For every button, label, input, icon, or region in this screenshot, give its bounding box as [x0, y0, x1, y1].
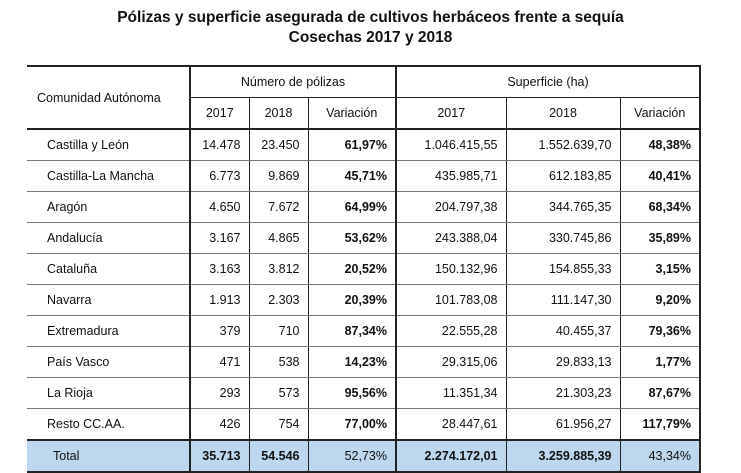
- surface-2017: 1.046.415,55: [396, 129, 506, 161]
- policies-2018: 7.672: [249, 192, 308, 223]
- table-row: [27, 129, 700, 161]
- policies-variation: 77,00%: [308, 409, 396, 441]
- surface-2017: 29.315,06: [396, 347, 506, 378]
- policies-2017: 6.773: [190, 161, 249, 192]
- policies-2017: 426: [190, 409, 249, 441]
- region-name: Cataluña: [27, 254, 190, 285]
- surface-variation: 48,38%: [620, 129, 700, 161]
- table-row: [27, 347, 700, 378]
- policies-2017: 471: [190, 347, 249, 378]
- surface-variation: 1,77%: [620, 347, 700, 378]
- surface-2017: 150.132,96: [396, 254, 506, 285]
- total-row: [27, 440, 700, 472]
- surface-variation: 68,34%: [620, 192, 700, 223]
- surface-variation: 40,41%: [620, 161, 700, 192]
- policies-2018: 710: [249, 316, 308, 347]
- table-row: [27, 285, 700, 316]
- surface-2017: 11.351,34: [396, 378, 506, 409]
- surface-2018: 612.183,85: [506, 161, 620, 192]
- region-name: País Vasco: [27, 347, 190, 378]
- header-policies-2018: 2018: [249, 98, 308, 130]
- surface-variation: 3,15%: [620, 254, 700, 285]
- surface-variation: 35,89%: [620, 223, 700, 254]
- table-row: [27, 254, 700, 285]
- policies-variation: 87,34%: [308, 316, 396, 347]
- policies-2017: 14.478: [190, 129, 249, 161]
- total-surface-2017: 2.274.172,01: [396, 440, 506, 472]
- surface-2018: 154.855,33: [506, 254, 620, 285]
- policies-variation: 53,62%: [308, 223, 396, 254]
- surface-variation: 9,20%: [620, 285, 700, 316]
- surface-2017: 101.783,08: [396, 285, 506, 316]
- region-name: Extremadura: [27, 316, 190, 347]
- policies-2017: 3.163: [190, 254, 249, 285]
- header-row-groups: [27, 66, 700, 98]
- total-policies-2018: 54.546: [249, 440, 308, 472]
- region-name: Andalucía: [27, 223, 190, 254]
- policies-2017: 3.167: [190, 223, 249, 254]
- header-surface-variation: Variación: [620, 98, 700, 130]
- region-name: Castilla-La Mancha: [27, 161, 190, 192]
- policies-variation: 64,99%: [308, 192, 396, 223]
- policies-2017: 293: [190, 378, 249, 409]
- surface-2017: 204.797,38: [396, 192, 506, 223]
- policies-2018: 754: [249, 409, 308, 441]
- table-row: [27, 223, 700, 254]
- table-title: Pólizas y superficie asegurada de cultivos herbáceos frente a sequía: [117, 9, 624, 26]
- surface-2018: 344.765,35: [506, 192, 620, 223]
- table-subtitle: Cosechas 2017 y 2018: [288, 29, 453, 46]
- header-group-surface: Superficie (ha): [396, 66, 700, 98]
- total-surface-2018: 3.259.885,39: [506, 440, 620, 472]
- total-label: Total: [27, 440, 190, 472]
- surface-2018: 40.455,37: [506, 316, 620, 347]
- surface-2018: 111.147,30: [506, 285, 620, 316]
- policies-2018: 2.303: [249, 285, 308, 316]
- table-row: [27, 316, 700, 347]
- header-surface-2018: 2018: [506, 98, 620, 130]
- surface-2018: 330.745,86: [506, 223, 620, 254]
- policies-2018: 23.450: [249, 129, 308, 161]
- policies-2017: 1.913: [190, 285, 249, 316]
- surface-variation: 79,36%: [620, 316, 700, 347]
- policies-variation: 45,71%: [308, 161, 396, 192]
- policies-variation: 95,56%: [308, 378, 396, 409]
- surface-2017: 435.985,71: [396, 161, 506, 192]
- region-name: Aragón: [27, 192, 190, 223]
- policies-2018: 3.812: [249, 254, 308, 285]
- region-name: Castilla y León: [27, 129, 190, 161]
- policies-2018: 9.869: [249, 161, 308, 192]
- surface-2017: 243.388,04: [396, 223, 506, 254]
- header-policies-variation: Variación: [308, 98, 396, 130]
- surface-2018: 1.552.639,70: [506, 129, 620, 161]
- header-group-policies: Número de pólizas: [190, 66, 396, 98]
- region-name: Navarra: [27, 285, 190, 316]
- table-row: [27, 161, 700, 192]
- region-name: Resto CC.AA.: [27, 409, 190, 441]
- policies-variation: 20,39%: [308, 285, 396, 316]
- policies-2017: 4.650: [190, 192, 249, 223]
- header-surface-2017: 2017: [396, 98, 506, 130]
- policies-variation: 20,52%: [308, 254, 396, 285]
- header-policies-2017: 2017: [190, 98, 249, 130]
- policies-variation: 61,97%: [308, 129, 396, 161]
- table-row: [27, 192, 700, 223]
- region-name: La Rioja: [27, 378, 190, 409]
- insurance-table: [27, 65, 701, 473]
- surface-2018: 29.833,13: [506, 347, 620, 378]
- policies-variation: 14,23%: [308, 347, 396, 378]
- surface-variation: 87,67%: [620, 378, 700, 409]
- total-policies-2017: 35.713: [190, 440, 249, 472]
- header-region: Comunidad Autónoma: [27, 66, 190, 129]
- policies-2017: 379: [190, 316, 249, 347]
- surface-2018: 61.956,27: [506, 409, 620, 441]
- table-row: [27, 378, 700, 409]
- surface-2017: 22.555,28: [396, 316, 506, 347]
- surface-2017: 28.447,61: [396, 409, 506, 441]
- total-surface-variation: 43,34%: [620, 440, 700, 472]
- total-policies-variation: 52,73%: [308, 440, 396, 472]
- policies-2018: 4.865: [249, 223, 308, 254]
- policies-2018: 538: [249, 347, 308, 378]
- table-row: [27, 409, 700, 441]
- surface-2018: 21.303,23: [506, 378, 620, 409]
- policies-2018: 573: [249, 378, 308, 409]
- surface-variation: 117,79%: [620, 409, 700, 441]
